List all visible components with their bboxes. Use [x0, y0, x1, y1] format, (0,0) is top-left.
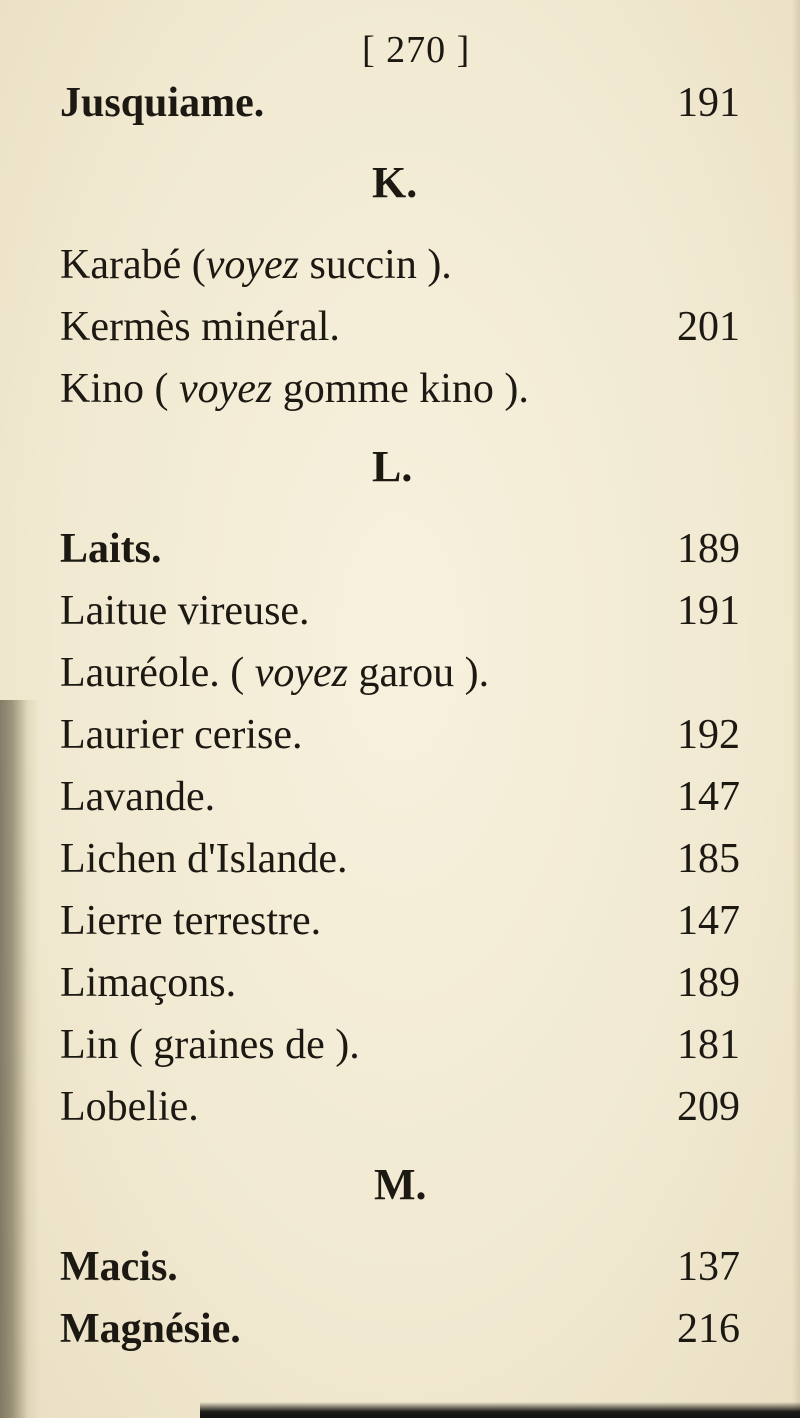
entry-name: Karabé (voyez succin ). [60, 242, 452, 288]
entry-name: Magnésie. [60, 1306, 241, 1352]
entry-name: Macis. [60, 1244, 178, 1290]
index-entry [60, 896, 740, 946]
index-entry [60, 302, 740, 352]
index-entry [60, 78, 740, 128]
entry-page: 185 [677, 836, 740, 882]
section-letter-l: L. [372, 442, 413, 491]
entry-page: 147 [677, 898, 740, 944]
index-entry [60, 240, 740, 290]
index-entry [60, 1242, 740, 1292]
index-entry [60, 772, 740, 822]
entry-name: Lobelie. [60, 1084, 199, 1130]
entry-name: Kermès minéral. [60, 304, 340, 350]
binding-shadow [0, 700, 40, 1418]
entry-page: 191 [677, 80, 740, 126]
entry-page: 201 [677, 304, 740, 350]
entry-name: Jusquiame. [60, 80, 265, 126]
index-entry [60, 834, 740, 884]
entry-name: Lin ( graines de ). [60, 1022, 360, 1068]
entry-page: 181 [677, 1022, 740, 1068]
index-entry [60, 524, 740, 574]
entry-page: 147 [677, 774, 740, 820]
index-entry [60, 710, 740, 760]
index-entry [60, 1304, 740, 1354]
page-edge-bottom [200, 1402, 800, 1418]
entry-page: 189 [677, 960, 740, 1006]
index-entry [60, 364, 740, 414]
page-number-header: [ 270 ] [362, 29, 471, 71]
entry-page: 216 [677, 1306, 740, 1352]
entry-name: Laits. [60, 526, 162, 572]
entry-name: Lavande. [60, 774, 216, 820]
section-letter-k: K. [372, 158, 418, 207]
entry-name: Kino ( voyez gomme kino ). [60, 366, 529, 412]
entry-name: Limaçons. [60, 960, 237, 1006]
entry-page: 209 [677, 1084, 740, 1130]
entry-page: 191 [677, 588, 740, 634]
section-letter-m: M. [374, 1160, 427, 1209]
index-entry [60, 958, 740, 1008]
page-edge-right [792, 0, 800, 1418]
entry-name: Lichen d'Islande. [60, 836, 348, 882]
entry-name: Lierre terrestre. [60, 898, 322, 944]
entry-page: 192 [677, 712, 740, 758]
entry-page: 189 [677, 526, 740, 572]
entry-name: Lauréole. ( voyez garou ). [60, 650, 490, 696]
index-entry [60, 1082, 740, 1132]
entry-name: Laitue vireuse. [60, 588, 310, 634]
entry-name: Laurier cerise. [60, 712, 303, 758]
index-entry [60, 586, 740, 636]
index-entry [60, 1020, 740, 1070]
index-entry [60, 648, 740, 698]
entry-page: 137 [677, 1244, 740, 1290]
